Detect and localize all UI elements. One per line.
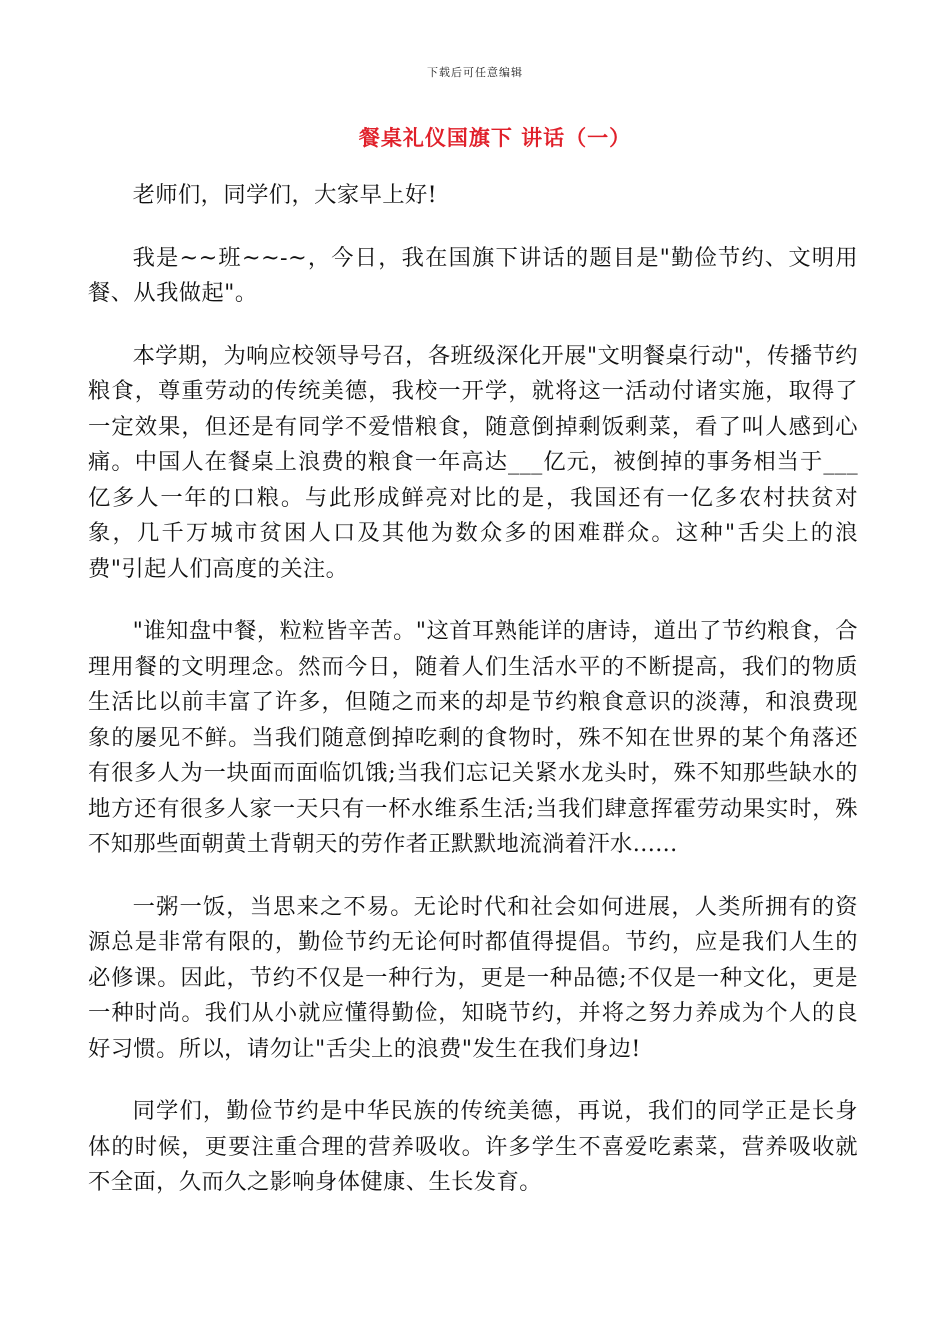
document-body	[88, 178, 858, 1228]
paragraph-greeting: 老师们，同学们，大家早上好!	[132, 182, 438, 208]
paragraph-frugality: 一粥一饭，当思来之不易。无论时代和社会如何进展，人类所拥有的资源总是非常有限的，勤俭节约无论何时都值得提倡。节约，应是我们人生的必修课。因此，节约不仅是一种行为，更是一种品德;不仅是一种文化，更是一种时尚。我们从小就应懂得勤俭，知晓节约，并将之努力养成为个人的良好习惯。所以，请勿让"舌尖上的浪费"发生在我们身边!	[88, 893, 858, 1062]
paragraph-intro: 我是~~班~~-~，今日，我在国旗下讲话的题目是"勤俭节约、文明用餐、从我做起"。	[88, 244, 858, 306]
paragraph-campaign: 本学期，为响应校领导号召，各班级深化开展"文明餐桌行动"，传播节约粮食，尊重劳动的传统美德，我校一开学，就将这一活动付诸实施，取得了一定效果，但还是有同学不爱惜粮食，随意倒掉剩饭剩菜，看了叫人感到心痛。中国人在餐桌上浪费的粮食一年高达___亿元，被倒掉的事务相当于___亿多人一年的口粮。与此形成鲜亮对比的是，我国还有一亿多农村扶贫对象，几千万城市贫困人口及其他为数众多的困难群众。这种"舌尖上的浪费"引起人们高度的关注。	[88, 342, 858, 582]
paragraph-nutrition: 同学们，勤俭节约是中华民族的传统美德，再说，我们的同学正是长身体的时候，更要注重合理的营养吸收。许多学生不喜爱吃素菜，营养吸收就不全面，久而久之影响身体健康、生长发育。	[88, 1098, 858, 1195]
header-note: 下载后可任意编辑	[427, 66, 523, 79]
document-title: 餐桌礼仪国旗下 讲话（一）	[358, 125, 632, 150]
paragraph-poem: "谁知盘中餐，粒粒皆辛苦。"这首耳熟能详的唐诗，道出了节约粮食，合理用餐的文明理念。然而今日，随着人们生活水平的不断提高，我们的物质生活比以前丰富了许多，但随之而来的却是节约粮食意识的淡薄，和浪费现象的屡见不鲜。当我们随意倒掉吃剩的食物时，殊不知在世界的某个角落还有很多人为一块面而面临饥饿;当我们忘记关紧水龙头时，殊不知那些缺水的地方还有很多人家一天只有一杯水维系生活;当我们肆意挥霍劳动果实时，殊不知那些面朝黄土背朝天的劳作者正默默地流淌着汗水......	[88, 618, 858, 857]
